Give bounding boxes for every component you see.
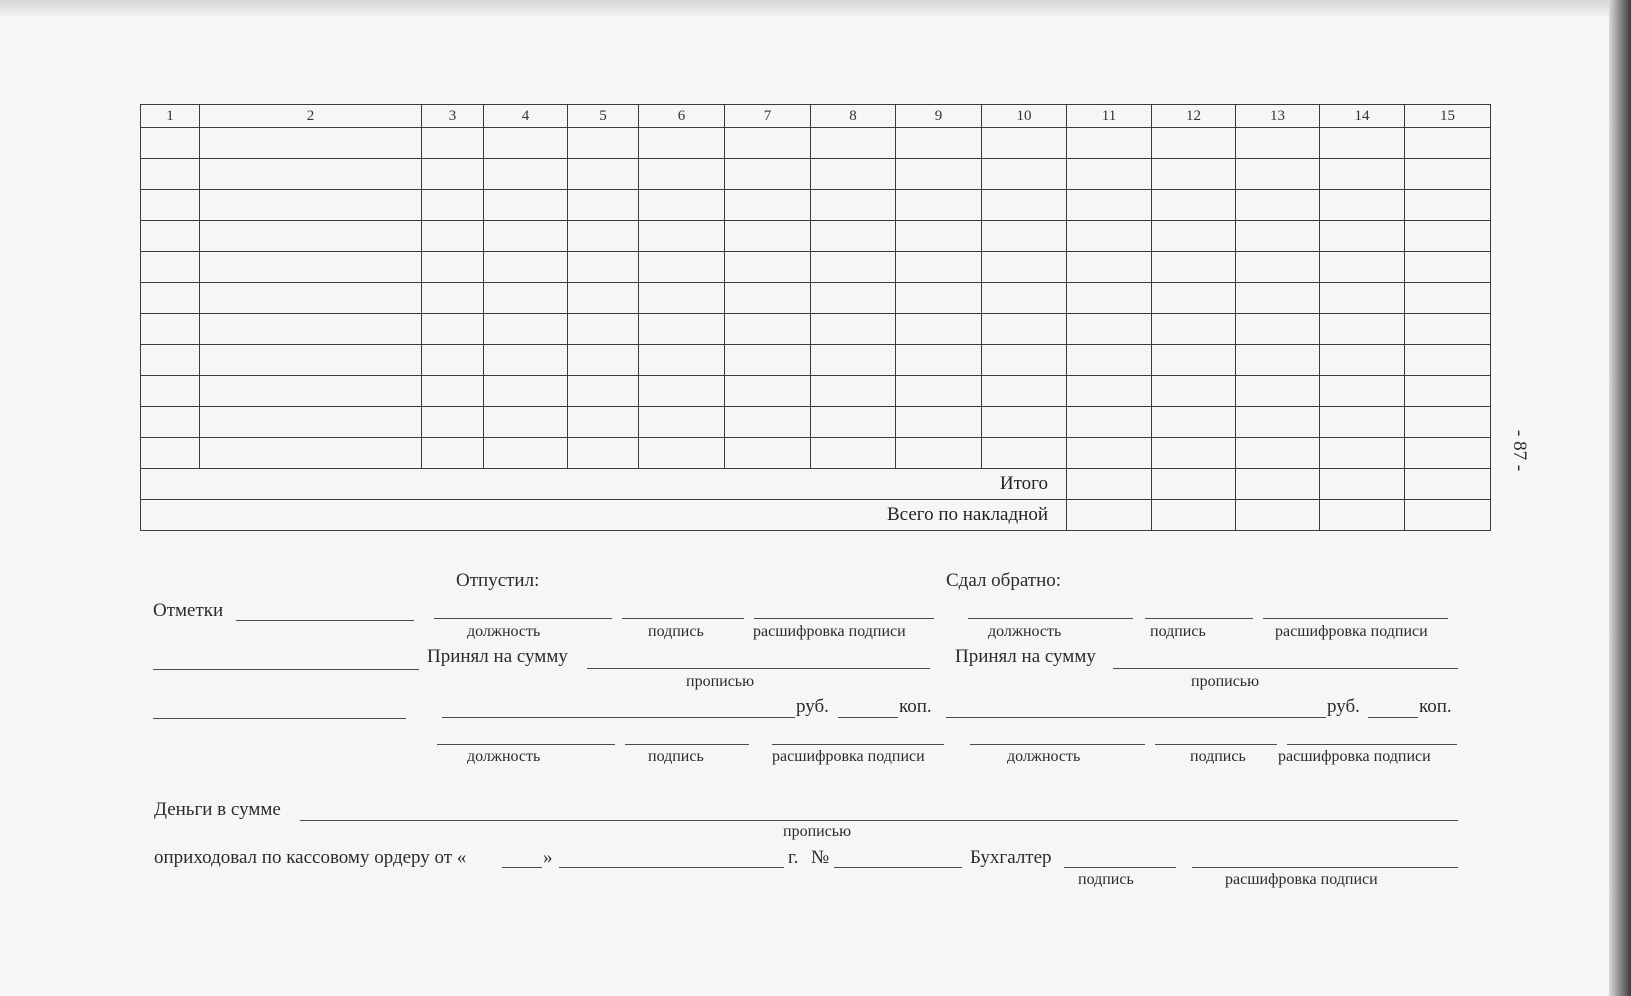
oprihodoval-label: оприходовал по кассовому ордеру от «	[154, 847, 467, 868]
prinyal-right-rub-line	[946, 717, 1326, 718]
column-number: 10	[982, 105, 1067, 128]
table-row	[141, 314, 1491, 345]
table-cell	[811, 283, 896, 314]
otpustil-position-line	[434, 618, 612, 619]
column-number: 14	[1320, 105, 1405, 128]
table-cell	[1320, 159, 1405, 190]
table-cell	[484, 376, 568, 407]
table-cell	[1236, 407, 1320, 438]
table-cell	[982, 159, 1067, 190]
table-cell	[1405, 159, 1491, 190]
table-cell	[200, 376, 422, 407]
order-year: г.	[788, 847, 799, 868]
sdal-position-line	[968, 618, 1133, 619]
table-cell	[982, 345, 1067, 376]
table-cell	[1152, 469, 1236, 500]
prinyal-left-signature-caption: подпись	[648, 748, 704, 765]
table-cell	[1320, 283, 1405, 314]
table-cell	[1152, 438, 1236, 469]
table-cell	[568, 283, 639, 314]
table-cell	[639, 190, 725, 221]
prinyal-left-kop-line	[838, 717, 898, 718]
table-cell	[422, 252, 484, 283]
table-cell	[639, 314, 725, 345]
itogo-row	[141, 469, 1491, 500]
table-cell	[896, 407, 982, 438]
otpustil-decode-caption: расшифровка подписи	[753, 623, 906, 640]
table-cell	[1067, 407, 1152, 438]
otpustil-signature-line	[622, 618, 744, 619]
table-cell	[1405, 407, 1491, 438]
table-row	[141, 376, 1491, 407]
table-cell	[200, 407, 422, 438]
table-cell	[1236, 376, 1320, 407]
table-cell	[484, 314, 568, 345]
table-cell	[200, 221, 422, 252]
sdal-signature-caption: подпись	[1150, 623, 1206, 640]
table-cell	[568, 252, 639, 283]
column-number: 4	[484, 105, 568, 128]
table-cell	[200, 190, 422, 221]
table-cell	[982, 252, 1067, 283]
order-number-sign: №	[811, 847, 830, 868]
table-cell	[200, 128, 422, 159]
table-cell	[1320, 128, 1405, 159]
prinyal-right-rub: руб.	[1327, 696, 1360, 717]
sdal-obratno-label: Сдал обратно:	[946, 570, 1062, 591]
table-cell	[484, 283, 568, 314]
table-cell	[1236, 283, 1320, 314]
table-cell	[982, 283, 1067, 314]
table-cell	[1405, 314, 1491, 345]
table-cell	[811, 314, 896, 345]
table-cell	[484, 252, 568, 283]
table-cell	[141, 221, 200, 252]
table-cell	[811, 407, 896, 438]
prinyal-right-kop-line	[1368, 717, 1418, 718]
table-cell	[1405, 438, 1491, 469]
dengi-words-caption: прописью	[783, 823, 852, 840]
table-cell	[568, 128, 639, 159]
dengi-amount-line	[300, 820, 1458, 821]
table-cell	[484, 438, 568, 469]
table-row	[141, 159, 1491, 190]
table-cell	[484, 159, 568, 190]
table-cell	[639, 252, 725, 283]
order-number-line	[834, 867, 962, 868]
table-cell	[1067, 128, 1152, 159]
table-cell	[639, 376, 725, 407]
table-cell	[141, 283, 200, 314]
prinyal-right-words-caption: прописью	[1191, 673, 1260, 690]
table-cell	[811, 376, 896, 407]
sdal-decode-caption: расшифровка подписи	[1275, 623, 1428, 640]
table-cell	[639, 221, 725, 252]
column-number: 9	[896, 105, 982, 128]
prinyal-left-decode-line	[772, 744, 944, 745]
table-cell	[200, 159, 422, 190]
table-cell	[1067, 190, 1152, 221]
table-cell	[422, 128, 484, 159]
table-cell	[1152, 314, 1236, 345]
table-cell	[568, 376, 639, 407]
table-cell	[1236, 190, 1320, 221]
prinyal-right-position-caption: должность	[1007, 748, 1081, 765]
table-cell	[141, 252, 200, 283]
table-cell	[568, 407, 639, 438]
column-number: 2	[200, 105, 422, 128]
sdal-decode-line	[1263, 618, 1448, 619]
table-cell	[200, 252, 422, 283]
table-cell	[1236, 469, 1320, 500]
table-cell	[1320, 438, 1405, 469]
table-cell	[725, 345, 811, 376]
table-cell	[568, 159, 639, 190]
table-cell	[896, 376, 982, 407]
table-cell	[1405, 500, 1491, 531]
table-cell	[1152, 283, 1236, 314]
table-cell	[1067, 314, 1152, 345]
table-cell	[422, 345, 484, 376]
prinyal-left-decode-caption: расшифровка подписи	[772, 748, 925, 765]
otpustil-label: Отпустил:	[456, 570, 540, 591]
table-cell	[141, 128, 200, 159]
table-cell	[484, 221, 568, 252]
table-cell	[1152, 159, 1236, 190]
prinyal-left-amount-line	[587, 668, 930, 669]
table-cell	[1320, 407, 1405, 438]
table-cell	[1152, 345, 1236, 376]
table-cell	[1067, 159, 1152, 190]
table-cell	[568, 438, 639, 469]
table-row	[141, 252, 1491, 283]
table-row	[141, 407, 1491, 438]
table-cell	[141, 407, 200, 438]
table-cell	[1236, 500, 1320, 531]
table-cell	[639, 128, 725, 159]
table-cell	[1067, 345, 1152, 376]
table-cell	[896, 159, 982, 190]
buhgalter-decode-caption: расшифровка подписи	[1225, 871, 1378, 888]
table-row	[141, 345, 1491, 376]
table-cell	[896, 190, 982, 221]
prinyal-left-position-caption: должность	[467, 748, 541, 765]
buhgalter-label: Бухгалтер	[970, 847, 1052, 868]
table-cell	[568, 190, 639, 221]
table-cell	[1067, 376, 1152, 407]
table-cell	[484, 407, 568, 438]
table-cell	[1405, 469, 1491, 500]
table-cell	[1067, 221, 1152, 252]
table-header-row	[141, 105, 1491, 128]
column-number: 7	[725, 105, 811, 128]
table-cell	[1067, 500, 1152, 531]
vsego-row	[141, 500, 1491, 531]
table-cell	[1236, 314, 1320, 345]
prinyal-right-kop: коп.	[1419, 696, 1452, 717]
prinyal-left-label: Принял на сумму	[427, 646, 568, 667]
prinyal-right-decode-line	[1287, 744, 1457, 745]
table-cell	[422, 159, 484, 190]
table-cell	[1320, 376, 1405, 407]
table-cell	[1067, 283, 1152, 314]
table-cell	[422, 376, 484, 407]
prinyal-right-position-line	[970, 744, 1145, 745]
table-cell	[422, 407, 484, 438]
table-cell	[982, 314, 1067, 345]
table-cell	[484, 345, 568, 376]
table-cell	[1152, 376, 1236, 407]
table-cell	[982, 376, 1067, 407]
scan-top-shadow	[0, 0, 1609, 18]
table-cell	[639, 438, 725, 469]
table-row	[141, 283, 1491, 314]
column-number: 12	[1152, 105, 1236, 128]
prinyal-right-signature-line	[1155, 744, 1277, 745]
table-cell	[1152, 128, 1236, 159]
scan-page-edge	[1609, 0, 1631, 996]
table-cell	[200, 314, 422, 345]
table-cell	[1236, 252, 1320, 283]
table-cell	[811, 345, 896, 376]
table-cell	[141, 376, 200, 407]
table-row	[141, 190, 1491, 221]
table-cell	[1320, 500, 1405, 531]
prinyal-left-rub-line	[442, 717, 795, 718]
table-cell	[639, 159, 725, 190]
table-cell	[484, 190, 568, 221]
table-cell	[422, 314, 484, 345]
prinyal-left-signature-line	[625, 744, 749, 745]
column-number: 8	[811, 105, 896, 128]
prinyal-left-words-caption: прописью	[686, 673, 755, 690]
table-cell	[725, 252, 811, 283]
vsego-label: Всего по накладной	[141, 500, 1067, 531]
table-cell	[141, 314, 200, 345]
otpustil-position-caption: должность	[467, 623, 541, 640]
table-cell	[725, 283, 811, 314]
order-day-line	[502, 867, 542, 868]
table-cell	[422, 438, 484, 469]
table-cell	[1067, 438, 1152, 469]
otmetki-label: Отметки	[153, 600, 224, 621]
table-cell	[1320, 469, 1405, 500]
itogo-label: Итого	[141, 469, 1067, 500]
table-cell	[725, 314, 811, 345]
table-cell	[1236, 438, 1320, 469]
table-cell	[200, 438, 422, 469]
table-cell	[896, 345, 982, 376]
table-cell	[896, 314, 982, 345]
buhgalter-signature-caption: подпись	[1078, 871, 1134, 888]
prinyal-right-decode-caption: расшифровка подписи	[1278, 748, 1431, 765]
table-cell	[568, 345, 639, 376]
table-cell	[725, 190, 811, 221]
table-cell	[1152, 252, 1236, 283]
sdal-position-caption: должность	[988, 623, 1062, 640]
table-cell	[1405, 128, 1491, 159]
page-number: - 87 -	[1509, 430, 1530, 472]
table-cell	[1405, 283, 1491, 314]
table-cell	[1320, 252, 1405, 283]
buhgalter-signature-line	[1064, 867, 1176, 868]
table-cell	[1236, 345, 1320, 376]
oprihodoval-quote-close: »	[543, 847, 553, 868]
table-cell	[896, 128, 982, 159]
table-cell	[725, 376, 811, 407]
table-cell	[1320, 221, 1405, 252]
table-cell	[1320, 314, 1405, 345]
table-cell	[1067, 469, 1152, 500]
table-cell	[982, 190, 1067, 221]
table-cell	[896, 221, 982, 252]
table-cell	[725, 159, 811, 190]
table-cell	[1405, 252, 1491, 283]
prinyal-left-position-line	[437, 744, 615, 745]
table-row	[141, 128, 1491, 159]
table-cell	[639, 345, 725, 376]
table-cell	[1152, 500, 1236, 531]
table-row	[141, 438, 1491, 469]
table-cell	[896, 283, 982, 314]
table-cell	[1152, 407, 1236, 438]
table-cell	[639, 283, 725, 314]
table-cell	[896, 252, 982, 283]
table-cell	[639, 407, 725, 438]
column-number: 15	[1405, 105, 1491, 128]
table-cell	[982, 438, 1067, 469]
table-cell	[1320, 345, 1405, 376]
table-cell	[725, 221, 811, 252]
table-cell	[811, 252, 896, 283]
column-number: 13	[1236, 105, 1320, 128]
table-cell	[422, 283, 484, 314]
column-number: 3	[422, 105, 484, 128]
table-cell	[141, 190, 200, 221]
table-cell	[811, 221, 896, 252]
table-row	[141, 221, 1491, 252]
table-cell	[1405, 376, 1491, 407]
table-cell	[422, 221, 484, 252]
table-cell	[141, 159, 200, 190]
otmetki-line	[236, 620, 414, 621]
table-cell	[811, 438, 896, 469]
table-cell	[811, 190, 896, 221]
order-month-line	[559, 867, 784, 868]
table-cell	[725, 438, 811, 469]
sdal-signature-line	[1145, 618, 1253, 619]
table-cell	[141, 345, 200, 376]
table-cell	[982, 407, 1067, 438]
table-cell	[1067, 252, 1152, 283]
table-cell	[1236, 221, 1320, 252]
table-cell	[1152, 221, 1236, 252]
table-cell	[1236, 159, 1320, 190]
left-blank-line-2	[153, 718, 406, 719]
column-number: 1	[141, 105, 200, 128]
table-cell	[1236, 128, 1320, 159]
prinyal-left-rub: руб.	[796, 696, 829, 717]
column-number: 11	[1067, 105, 1152, 128]
column-number: 5	[568, 105, 639, 128]
table-cell	[811, 128, 896, 159]
goods-table	[140, 104, 1491, 531]
table-cell	[725, 128, 811, 159]
table-cell	[568, 221, 639, 252]
table-cell	[982, 221, 1067, 252]
otpustil-decode-line	[754, 618, 934, 619]
table-cell	[1405, 190, 1491, 221]
table-cell	[141, 438, 200, 469]
table-cell	[811, 159, 896, 190]
table-cell	[1405, 345, 1491, 376]
table-cell	[200, 283, 422, 314]
table-cell	[982, 128, 1067, 159]
table-cell	[200, 345, 422, 376]
table-cell	[1320, 190, 1405, 221]
dengi-label: Деньги в сумме	[154, 799, 281, 820]
table-body	[141, 128, 1491, 469]
table-cell	[422, 190, 484, 221]
table-cell	[484, 128, 568, 159]
prinyal-right-amount-line	[1113, 668, 1458, 669]
buhgalter-decode-line	[1192, 867, 1458, 868]
prinyal-right-label: Принял на сумму	[955, 646, 1096, 667]
column-number: 6	[639, 105, 725, 128]
table-cell	[725, 407, 811, 438]
table-cell	[1152, 190, 1236, 221]
prinyal-left-kop: коп.	[899, 696, 932, 717]
otpustil-signature-caption: подпись	[648, 623, 704, 640]
left-blank-line	[153, 669, 419, 670]
table-cell	[568, 314, 639, 345]
table-cell	[1405, 221, 1491, 252]
prinyal-right-signature-caption: подпись	[1190, 748, 1246, 765]
table-cell	[896, 438, 982, 469]
